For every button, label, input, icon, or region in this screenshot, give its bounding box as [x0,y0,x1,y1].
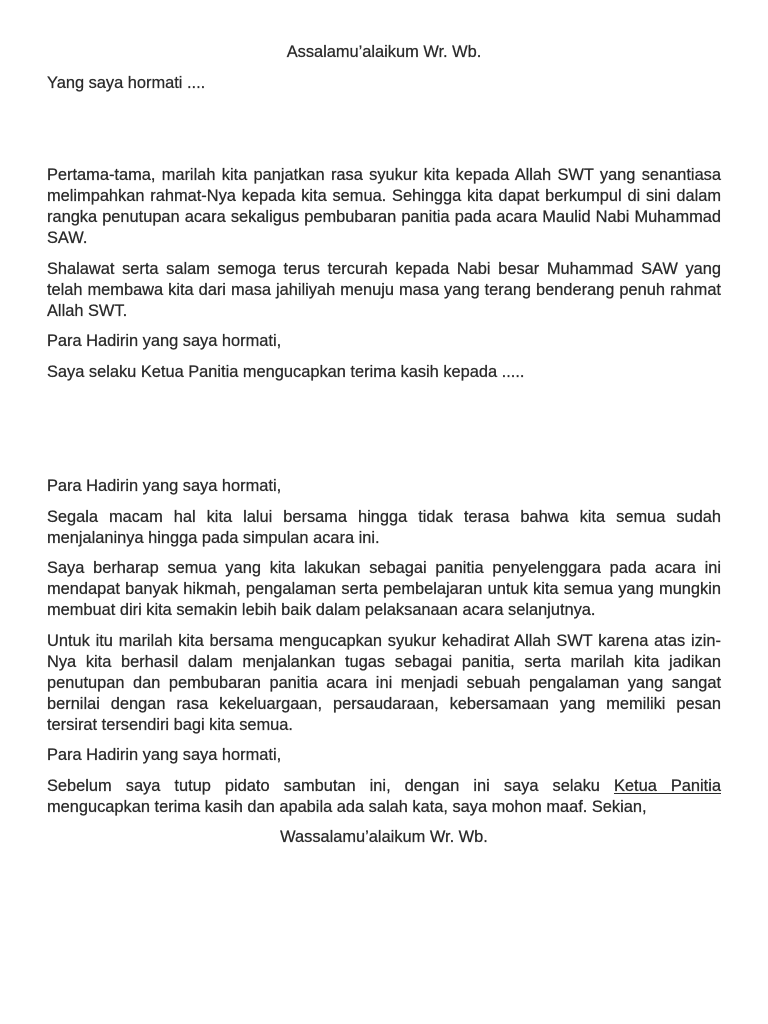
document-page [47,42,721,858]
paragraph-journey: Segala macam hal kita lalui bersama hingga tidak terasa bahwa kita semua sudah menjalaninya hingga pada simpulan acara ini. [47,507,721,547]
paragraph-address-1: Para Hadirin yang saya hormati, [47,332,282,350]
paragraph-gratitude-2: Untuk itu marilah kita bersama mengucapkan syukur kehadirat Allah SWT karena atas izin-Nya kita berhasil dalam menjalankan tugas sebagai panitia, serta marilah kita jadikan penutupan dan pembubaran panitia acara ini menjadi sebuah pengalaman yang sangat bernilai dengan rasa kekeluargaan, persaudaraan, kebersamaan yang memiliki pesan tersirat tersendiri bagi kita semua. [47,631,721,734]
paragraph-address-2: Para Hadirin yang saya hormati, [47,477,282,495]
closing-text-before: Sebelum saya tutup pidato sambutan ini, dengan ini saya selaku [47,776,614,795]
closing-highlight-ketua-panitia: Ketua Panitia [613,776,721,795]
paragraph-address-3: Para Hadirin yang saya hormati, [47,746,282,764]
paragraph-shalawat: Shalawat serta salam semoga terus tercurah kepada Nabi besar Muhammad SAW yang telah membawa kita dari masa jahiliyah menuju masa yang terang benderang penuh rahmat Allah SWT. [47,259,721,320]
blank-space-2 [47,392,721,476]
closing-greeting: Wassalamu’alaikum Wr. Wb. [280,828,488,846]
paragraph-gratitude: Pertama-tama, marilah kita panjatkan rasa syukur kita kepada Allah SWT yang senantiasa melimpahkan rahmat-Nya kepada kita semua. Sehingga kita dapat berkumpul di sini dalam rangka penutupan acara sekaligus pembubaran panitia pada acara Maulid Nabi Muhammad SAW. [47,166,721,247]
paragraph-hope: Saya berharap semua yang kita lakukan sebagai panitia penyelenggara pada acara ini mendapat banyak hikmah, pengalaman serta pembelajaran untuk kita semua yang mungkin membuat diri kita semakin lebih baik dalam pelaksanaan acara selanjutnya. [47,559,721,619]
blank-space-1 [47,103,721,165]
paragraph-closing [47,776,721,818]
closing-text-after: mengucapkan terima kasih dan apabila ada salah kata, saya mohon maaf. Sekian, [47,797,647,816]
respected-line: Yang saya hormati .... [47,73,206,92]
opening-greeting: Assalamu’alaikum Wr. Wb. [286,43,482,61]
paragraph-thanks: Saya selaku Ketua Panitia mengucapkan terima kasih kepada ..... [47,362,525,381]
